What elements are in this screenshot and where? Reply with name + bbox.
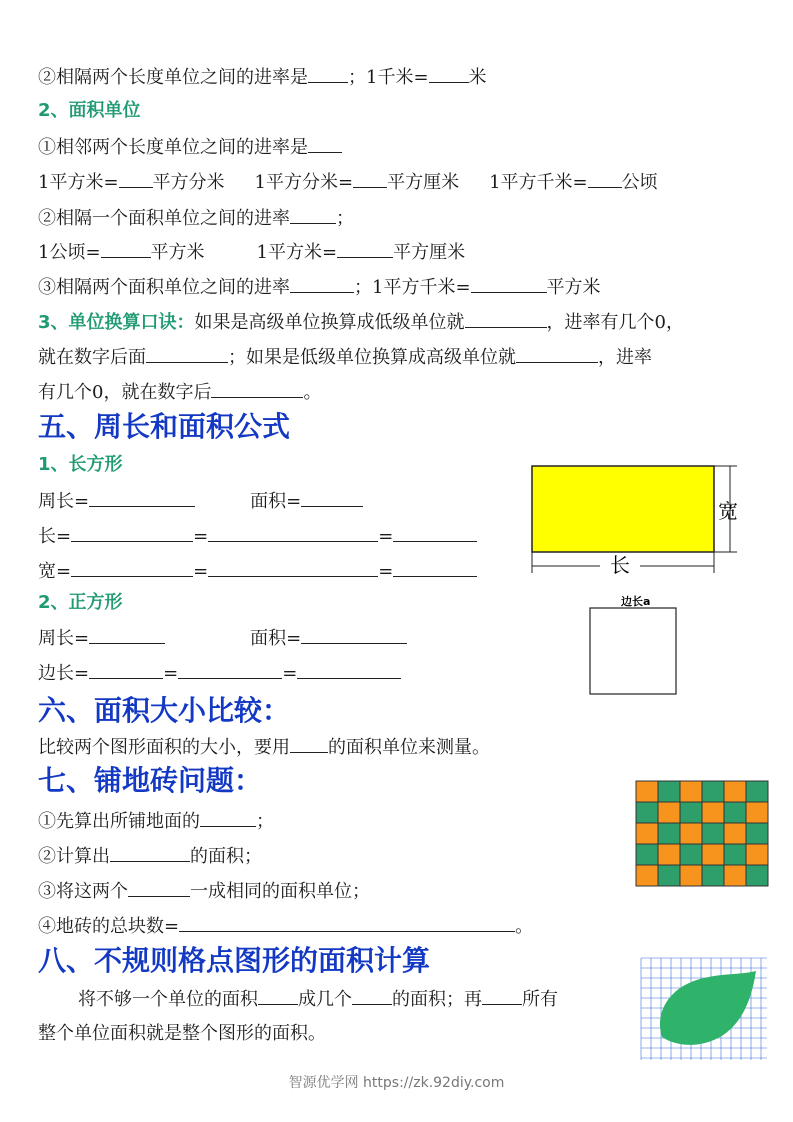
tile-cell	[746, 781, 768, 802]
tile-cell	[680, 823, 702, 844]
heading-area-comparison: 六、面积大小比较：	[38, 694, 291, 727]
irregular-line-1: 将不够一个单位的面积 成几个 的面积；再 所有	[78, 986, 558, 1013]
tile-cell	[702, 781, 724, 802]
tile-cell	[724, 844, 746, 865]
tile-cell	[724, 823, 746, 844]
tile-cell	[724, 865, 746, 886]
area-rate-line-3: ③相隔两个面积单位之间的进率 ；1平方千米= 平方米	[38, 274, 601, 301]
tile-cell	[724, 781, 746, 802]
tile-cell	[702, 865, 724, 886]
side-label: 边长a	[621, 595, 651, 608]
blank[interactable]	[119, 169, 153, 188]
blank[interactable]	[208, 558, 378, 577]
tile-cell	[636, 865, 658, 886]
rectangle-perimeter-area: 周长= 面积=	[38, 488, 363, 515]
irregular-line-2: 整个单位面积就是整个图形的面积。	[38, 1023, 326, 1044]
area-conversion-line: 1平方米= 平方分米 1平方分米= 平方厘米 1平方千米= 公顷	[38, 169, 658, 196]
tile-cell	[680, 802, 702, 823]
tile-cell	[702, 823, 724, 844]
blank[interactable]	[588, 169, 622, 188]
blank[interactable]	[429, 64, 469, 83]
rectangle-width-formula: 宽= = =	[38, 558, 477, 585]
blank[interactable]	[89, 660, 163, 679]
tile-cell	[680, 865, 702, 886]
blank[interactable]	[290, 274, 354, 293]
footer-watermark: 智源优学网 https://zk.92diy.com	[288, 1075, 505, 1091]
blank[interactable]	[200, 808, 256, 827]
tile-cell	[658, 802, 680, 823]
blank[interactable]	[89, 488, 195, 507]
blank[interactable]	[211, 379, 303, 398]
conversion-rule-line-1: 3、单位换算口诀：如果是高级单位换算成低级单位就 ，进率有几个0，	[38, 309, 684, 336]
blank[interactable]	[471, 274, 547, 293]
blank[interactable]	[337, 239, 393, 258]
blank[interactable]	[393, 558, 477, 577]
tile-cell	[746, 844, 768, 865]
blank[interactable]	[297, 660, 401, 679]
blank[interactable]	[128, 878, 190, 897]
heading-irregular-area: 八、不规则格点图形的面积计算	[38, 944, 431, 977]
square-figure	[585, 592, 685, 702]
tile-cell	[702, 802, 724, 823]
blank[interactable]	[482, 986, 522, 1005]
conversion-rule-line-3: 有几个0，就在数字后 。	[38, 379, 321, 406]
blank[interactable]	[146, 344, 228, 363]
blank[interactable]	[290, 205, 336, 224]
blank[interactable]	[208, 523, 378, 542]
leaf-shape	[660, 971, 756, 1045]
tiling-step-2: ②计算出 的面积；	[38, 843, 262, 870]
tile-cell	[658, 865, 680, 886]
tile-cell	[746, 802, 768, 823]
blank[interactable]	[290, 734, 328, 753]
yellow-rectangle	[532, 466, 714, 552]
tile-cell	[724, 802, 746, 823]
tile-cell	[636, 823, 658, 844]
floor-tile-pattern	[635, 780, 769, 888]
comparison-line: 比较两个图形面积的大小，要用 的面积单位来测量。	[38, 734, 490, 761]
area-rate-line-2: ②相隔一个面积单位之间的进率 ；	[38, 205, 354, 232]
hectare-conversion-line: 1公顷= 平方米 1平方米= 平方厘米	[38, 239, 465, 266]
blank[interactable]	[71, 558, 193, 577]
tiling-step-4: ④地砖的总块数= 。	[38, 913, 533, 940]
blank[interactable]	[71, 523, 193, 542]
blank[interactable]	[258, 986, 298, 1005]
square-perimeter-area: 周长= 面积=	[38, 625, 407, 652]
tile-cell	[746, 823, 768, 844]
tile-cell	[658, 844, 680, 865]
rectangle-title: 1、长方形	[38, 454, 123, 475]
blank[interactable]	[179, 913, 515, 932]
tile-cell	[636, 844, 658, 865]
conversion-rule-line-2: 就在数字后面 ；如果是低级单位换算成高级单位就 ，进率	[38, 344, 652, 371]
square-side-formula: 边长= = =	[38, 660, 401, 687]
length-rate-line-2: ②相隔两个长度单位之间的进率是 ；1千米= 米	[38, 64, 487, 91]
rectangle-figure	[522, 458, 752, 578]
blank[interactable]	[352, 986, 392, 1005]
width-label: 宽	[718, 499, 738, 523]
blank[interactable]	[110, 843, 190, 862]
blank[interactable]	[393, 523, 477, 542]
tile-cell	[680, 781, 702, 802]
blank[interactable]	[178, 660, 282, 679]
area-rate-line-1: ①相邻两个长度单位之间的进率是	[38, 134, 342, 161]
blank[interactable]	[301, 625, 407, 644]
tile-cell	[746, 865, 768, 886]
tile-cell	[636, 802, 658, 823]
blank[interactable]	[308, 134, 342, 153]
heading-perimeter-area-formulas: 五、周长和面积公式	[38, 410, 291, 443]
blank[interactable]	[301, 488, 363, 507]
square-title: 2、正方形	[38, 592, 123, 613]
blank[interactable]	[89, 625, 165, 644]
section-area-units-title: 2、面积单位	[38, 100, 141, 121]
blank[interactable]	[101, 239, 151, 258]
rectangle-length-formula: 长= = =	[38, 523, 477, 550]
blank[interactable]	[516, 344, 598, 363]
tile-cell	[658, 781, 680, 802]
length-label: 长	[610, 553, 630, 577]
grid-leaf-figure	[640, 957, 768, 1061]
blank[interactable]	[465, 309, 547, 328]
blank[interactable]	[353, 169, 387, 188]
tile-cell	[680, 844, 702, 865]
square-shape	[590, 608, 676, 694]
tiling-step-1: ①先算出所铺地面的 ；	[38, 808, 274, 835]
blank[interactable]	[308, 64, 348, 83]
heading-tiling-problem: 七、铺地砖问题：	[38, 764, 263, 797]
tiling-step-3: ③将这两个 一成相同的面积单位；	[38, 878, 370, 905]
tile-cell	[636, 781, 658, 802]
tile-cell	[702, 844, 724, 865]
tile-cell	[658, 823, 680, 844]
